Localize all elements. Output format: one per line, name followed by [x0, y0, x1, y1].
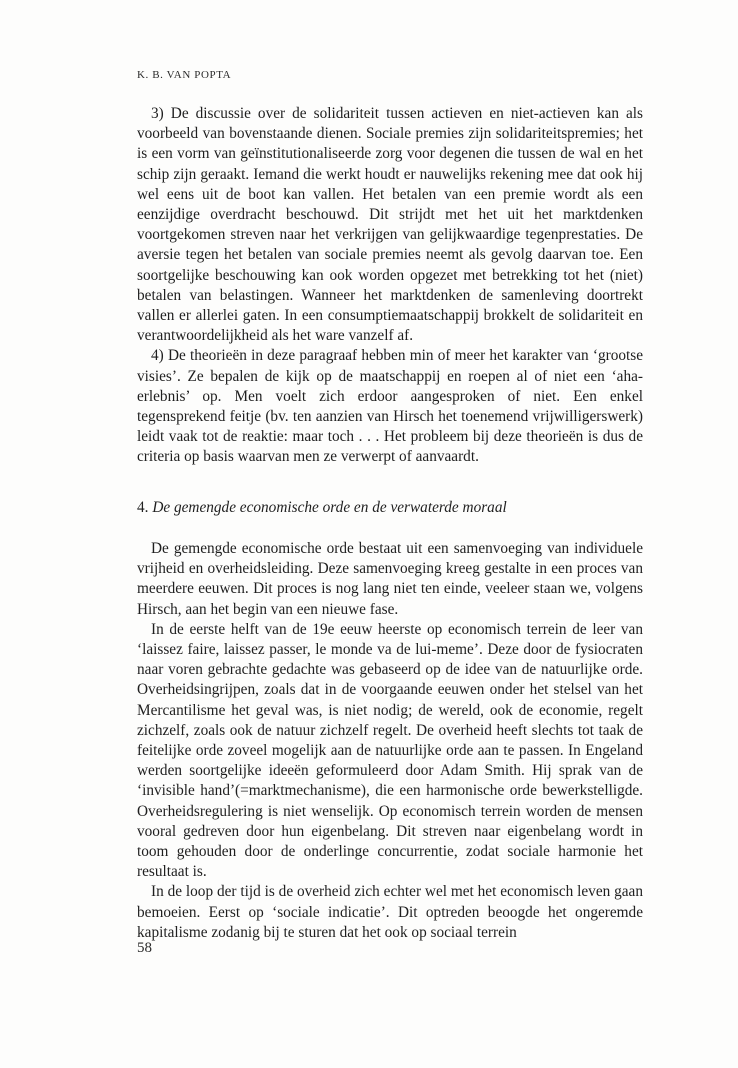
page-number: 58 [137, 940, 152, 956]
paragraph-point-3: 3) De discussie over de solidariteit tussen actieven en niet-actieven kan als voorbeeld van bovenstaande dienen. Sociale premies zijn solidariteitspremies; het is een vorm van geïnstitutionaliseerde zorg voor degenen die tussen de wal en het schip zijn geraakt. Iemand die werkt houdt er nauwelijks rekening mee dat ook hij wel eens uit de boot kan vallen. Het betalen van een premie wordt als een eenzijdige overdracht beschouwd. Dit strijdt met het uit het marktdenken voortgekomen streven naar het verkrijgen van gelijkwaardige tegenprestaties. De aversie tegen het betalen van sociale premies neemt als gevolg daarvan toe. Een soortgelijke beschouwing kan ook worden opgezet met betrekking tot het (niet) betalen van belastingen. Wanneer het marktdenken de samenleving doortrekt vallen er allerlei gaten. In een consumptiemaatschappij brokkelt de solidariteit en verantwoordelijkheid als het ware vanzelf af. [137, 105, 643, 345]
running-head: K. B. VAN POPTA [137, 69, 232, 81]
paragraph-point-4: 4) De theorieën in deze paragraaf hebben min of meer het karakter van ‘grootse visies’. Ze bepalen de kijk op de maatschappij en roepen al of niet een ‘aha-erlebnis’ op. Men voelt zich erdoor aangesproken of niet. Een enkel tegensprekend feitje (bv. ten aanzien van Hirsch het toenemend vrijwilligerswerk) leidt vaak tot de reaktie: maar toch . . . Het probleem bij deze theorieën is dus de criteria op basis waarvan men ze verwerpt of aanvaardt. [137, 347, 643, 466]
text-block-section-4 [137, 539, 643, 943]
paragraph: In de loop der tijd is de overheid zich echter wel met het economisch leven gaan bemoeien. Eerst op ‘sociale indicatie’. Dit optreden beoogde het ongeremde kapitalisme zodanig bij te sturen dat het ook op sociaal terrein [137, 883, 643, 941]
text-block-numbered-points [137, 104, 643, 468]
section-title: De gemengde economische orde en de verwaterde moraal [152, 499, 507, 516]
paragraph: De gemengde economische orde bestaat uit een samenvoeging van individuele vrijheid en overheidsleiding. Deze samenvoeging kreeg gestalte in een proces van meerdere eeuwen. Dit proces is nog lang niet ten einde, veeleer staan we, volgens Hirsch, aan het begin van een nieuwe fase. [137, 540, 643, 618]
section-heading [137, 498, 643, 518]
paragraph: In de eerste helft van de 19e eeuw heerste op economisch terrein de leer van ‘laissez faire, laissez passer, le monde va de lui-meme’. Deze door de fysiocraten naar voren gebrachte gedachte was gebaseerd op de idee van de natuurlijke orde. Overheidsingrijpen, zoals dat in de voorgaande eeuwen onder het stelsel van het Mercantilisme het geval was, is niet nodig; de wereld, ook de economie, regelt zichzelf, zoals ook de natuur zichzelf regelt. De overheid heeft slechts tot taak de feitelijke orde zoveel mogelijk aan de natuurlijke orde aan te passen. In Engeland werden soortgelijke ideeën geformuleerd door Adam Smith. Hij sprak van de ‘invisible hand’(=marktmechanisme), die een harmonische orde bewerkstelligde. Overheidsregulering is niet wenselijk. Op economisch terrein worden de mensen vooral gedreven door hun eigenbelang. Dit streven naar eigenbelang wordt in toom gehouden door de onderlinge concurrentie, zodat sociale harmonie het resultaat is. [137, 620, 643, 881]
section-number: 4. [137, 499, 149, 516]
